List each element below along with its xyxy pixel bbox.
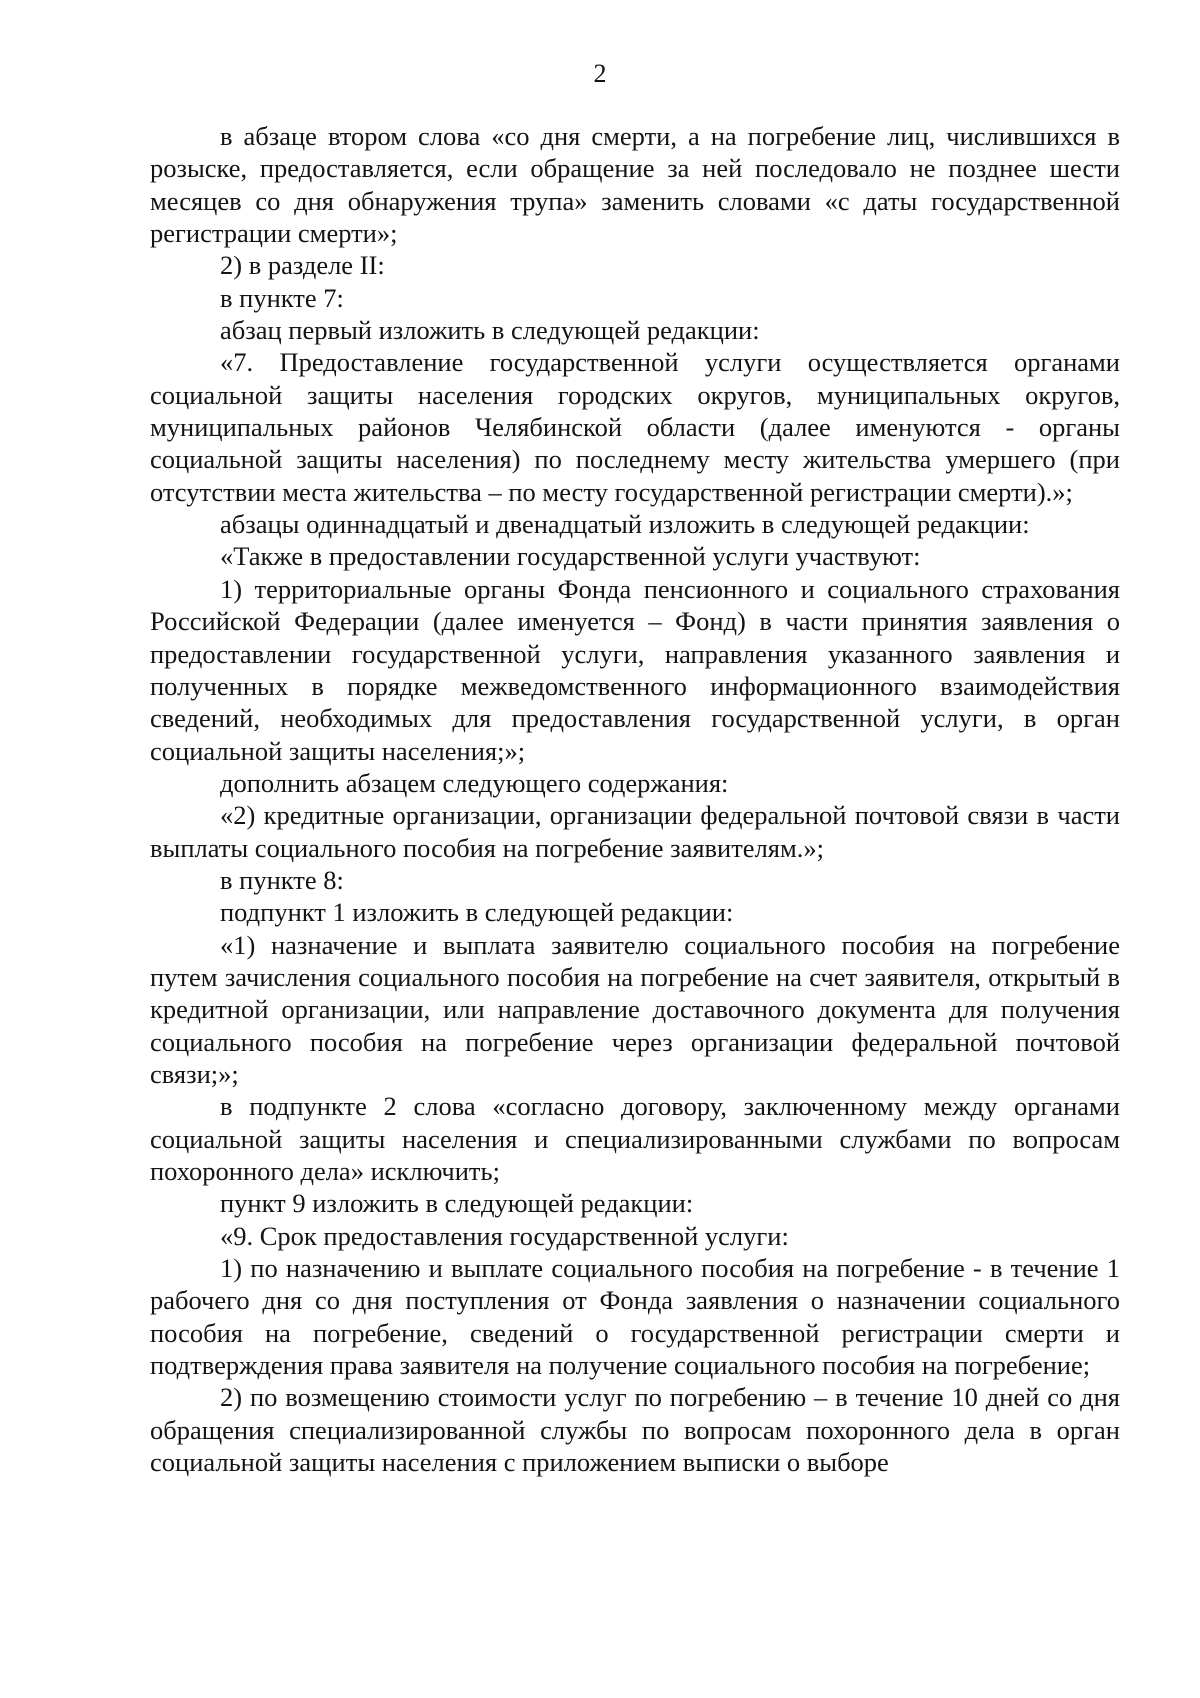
- paragraph: «2) кредитные организации, организации федеральной почтовой связи в части выплаты социального пособия на погребение заявителям.»;: [150, 800, 1120, 863]
- paragraph: в подпункте 2 слова «согласно договору, заключенному между органами социальной защиты населения и специализированными службами по вопросам похоронного дела» исключить;: [150, 1091, 1120, 1186]
- page-number: 2: [593, 59, 607, 88]
- paragraph: абзацы одиннадцатый и двенадцатый изложить в следующей редакции:: [220, 509, 1030, 540]
- paragraph: дополнить абзацем следующего содержания:: [220, 767, 729, 798]
- paragraph: пункт 9 изложить в следующей редакции:: [220, 1188, 694, 1219]
- document-body: [150, 120, 1120, 1478]
- paragraph: подпункт 1 изложить в следующей редакции:: [220, 897, 734, 928]
- paragraph: в пункте 7:: [220, 282, 344, 313]
- paragraph: «Также в предоставлении государственной услуги участвуют:: [220, 541, 921, 572]
- paragraph: «1) назначение и выплата заявителю социального пособия на погребение путем зачисления социального пособия на погребение на счет заявителя, открытый в кредитной организации, или направление доставочного документа для получения социального пособия на погребение через организации федеральной почтовой связи;»;: [150, 929, 1120, 1089]
- paragraph: 2) в разделе II:: [220, 250, 385, 281]
- paragraph: в абзаце втором слова «со дня смерти, а на погребение лиц, числившихся в розыске, предоставляется, если обращение за ней последовало не позднее шести месяцев со дня обнаружения трупа» заменить словами «с даты государственной регистрации смерти»;: [150, 121, 1120, 249]
- paragraph: 1) территориальные органы Фонда пенсионного и социального страхования Российской Федерации (далее именуется – Фонд) в части принятия заявления о предоставлении государственной услуги, направления указанного заявления и полученных в порядке межведомственного информационного взаимодействия сведений, необходимых для предоставления государственной услуги, в орган социальной защиты населения;»;: [150, 573, 1120, 766]
- paragraph: «7. Предоставление государственной услуги осуществляется органами социальной защиты населения городских округов, муниципальных округов, муниципальных районов Челябинской области (далее именуются - органы социальной защиты населения) по последнему месту жительства умершего (при отсутствии места жительства – по месту государственной регистрации смерти).»;: [150, 347, 1120, 507]
- paragraph: абзац первый изложить в следующей редакции:: [220, 315, 760, 346]
- paragraph: 1) по назначению и выплате социального пособия на погребение - в течение 1 рабочего дня со дня поступления от Фонда заявления о назначении социального пособия на погребение, сведений о государственной регистрации смерти и подтверждения права заявителя на получение социального пособия на погребение;: [150, 1253, 1120, 1381]
- paragraph: «9. Срок предоставления государственной услуги:: [220, 1220, 789, 1251]
- paragraph: 2) по возмещению стоимости услуг по погребению – в течение 10 дней со дня обращения специализированной службы по вопросам похоронного дела в орган социальной защиты населения с приложением выписки о выборе: [150, 1382, 1120, 1478]
- paragraph: в пункте 8:: [220, 864, 344, 895]
